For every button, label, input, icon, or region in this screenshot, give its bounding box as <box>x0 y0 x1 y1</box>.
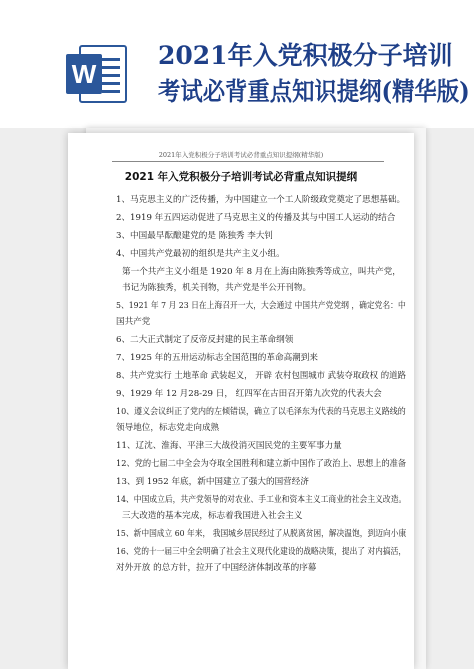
list-item: 8、共产党实行 土地革命 武装起义， 开辟 农村包围城市 武装夺取政权 的道路 <box>116 371 406 381</box>
list-item-continuation: 第一个共产主义小组是 1920 年 8 月在上海由陈独秀等成立，叫共产党， <box>122 267 401 277</box>
banner-header <box>0 0 474 128</box>
list-item: 1、马克思主义的广泛传播，为中国建立一个工人阶级政党奠定了思想基础。 <box>116 195 406 205</box>
document-title: 2021 年入党积极分子培训考试必背重点知识提纲 <box>124 171 358 183</box>
list-item: 6、二大正式制定了反帝反封建的民主革命纲领 <box>116 335 294 345</box>
list-item-continuation: 书记为陈独秀，机关刊物，共产党是半公开刊物。 <box>122 283 312 293</box>
running-head: 2021年入党积极分子培训考试必背重点知识提纲(精华版) <box>158 151 324 159</box>
list-item: 12、党的七届二中全会为夺取全国胜利和建立新中国作了政治上、思想上的准备 <box>116 459 407 469</box>
document-page <box>68 133 414 669</box>
header-divider <box>112 161 384 162</box>
page-title-line-2: 考试必背重点知识提纲(精华版) <box>158 77 470 106</box>
word-document-icon <box>66 44 128 104</box>
list-item: 10、遵义会议纠正了党内的左倾错误，确立了以毛泽东为代表的马克思主义路线的 <box>116 407 406 417</box>
list-item-continuation: 国共产党 <box>116 317 151 327</box>
list-item: 2、1919 年五四运动促进了马克思主义的传播及其与中国工人运动的结合 <box>116 213 396 223</box>
list-item-continuation: 三大改造的基本完成，标志着我国进入社会主义 <box>122 511 303 521</box>
list-item-continuation: 对外开放 的总方针，拉开了中国经济体制改革的序幕 <box>116 563 317 573</box>
list-item: 16、党的十一届三中全会明确了社会主义现代化建设的战略决策，提出了 对内搞活， <box>116 547 407 557</box>
page-title-line-1: 2021年入党积极分子培训 <box>158 41 453 70</box>
list-item: 5、1921 年 7 月 23 日在上海召开一大，大会通过 中国共产党党纲 ，确定党名：中 <box>116 301 406 311</box>
list-item: 7、1925 年的五卅运动标志全国范围的革命高潮到来 <box>116 353 318 363</box>
list-item: 15、新中国成立 60 年来， 我国城乡居民经过了从脱离贫困，解决温饱，到迈向小康 <box>116 529 407 539</box>
list-item: 13、到 1952 年底，新中国建立了强大的国营经济 <box>116 477 309 487</box>
list-item: 9、1929 年 12 月28-29 日， 红四军在古田召开第九次党的代表大会 <box>116 389 382 399</box>
svg-text:W: W <box>71 59 97 89</box>
list-item: 11、辽沈、淮海、平津三大战役消灭国民党的主要军事力量 <box>116 441 342 451</box>
list-item: 14、中国成立后，共产党领导的对农业、手工业和资本主义工商业的社会主义改造。 <box>116 495 407 505</box>
list-item: 3、中国最早酝酿建党的是 陈独秀 李大钊 <box>116 231 274 241</box>
list-item: 4、中国共产党最初的组织是共产主义小组。 <box>116 249 285 259</box>
list-item-continuation: 领导地位，标志党走向成熟 <box>116 423 220 433</box>
